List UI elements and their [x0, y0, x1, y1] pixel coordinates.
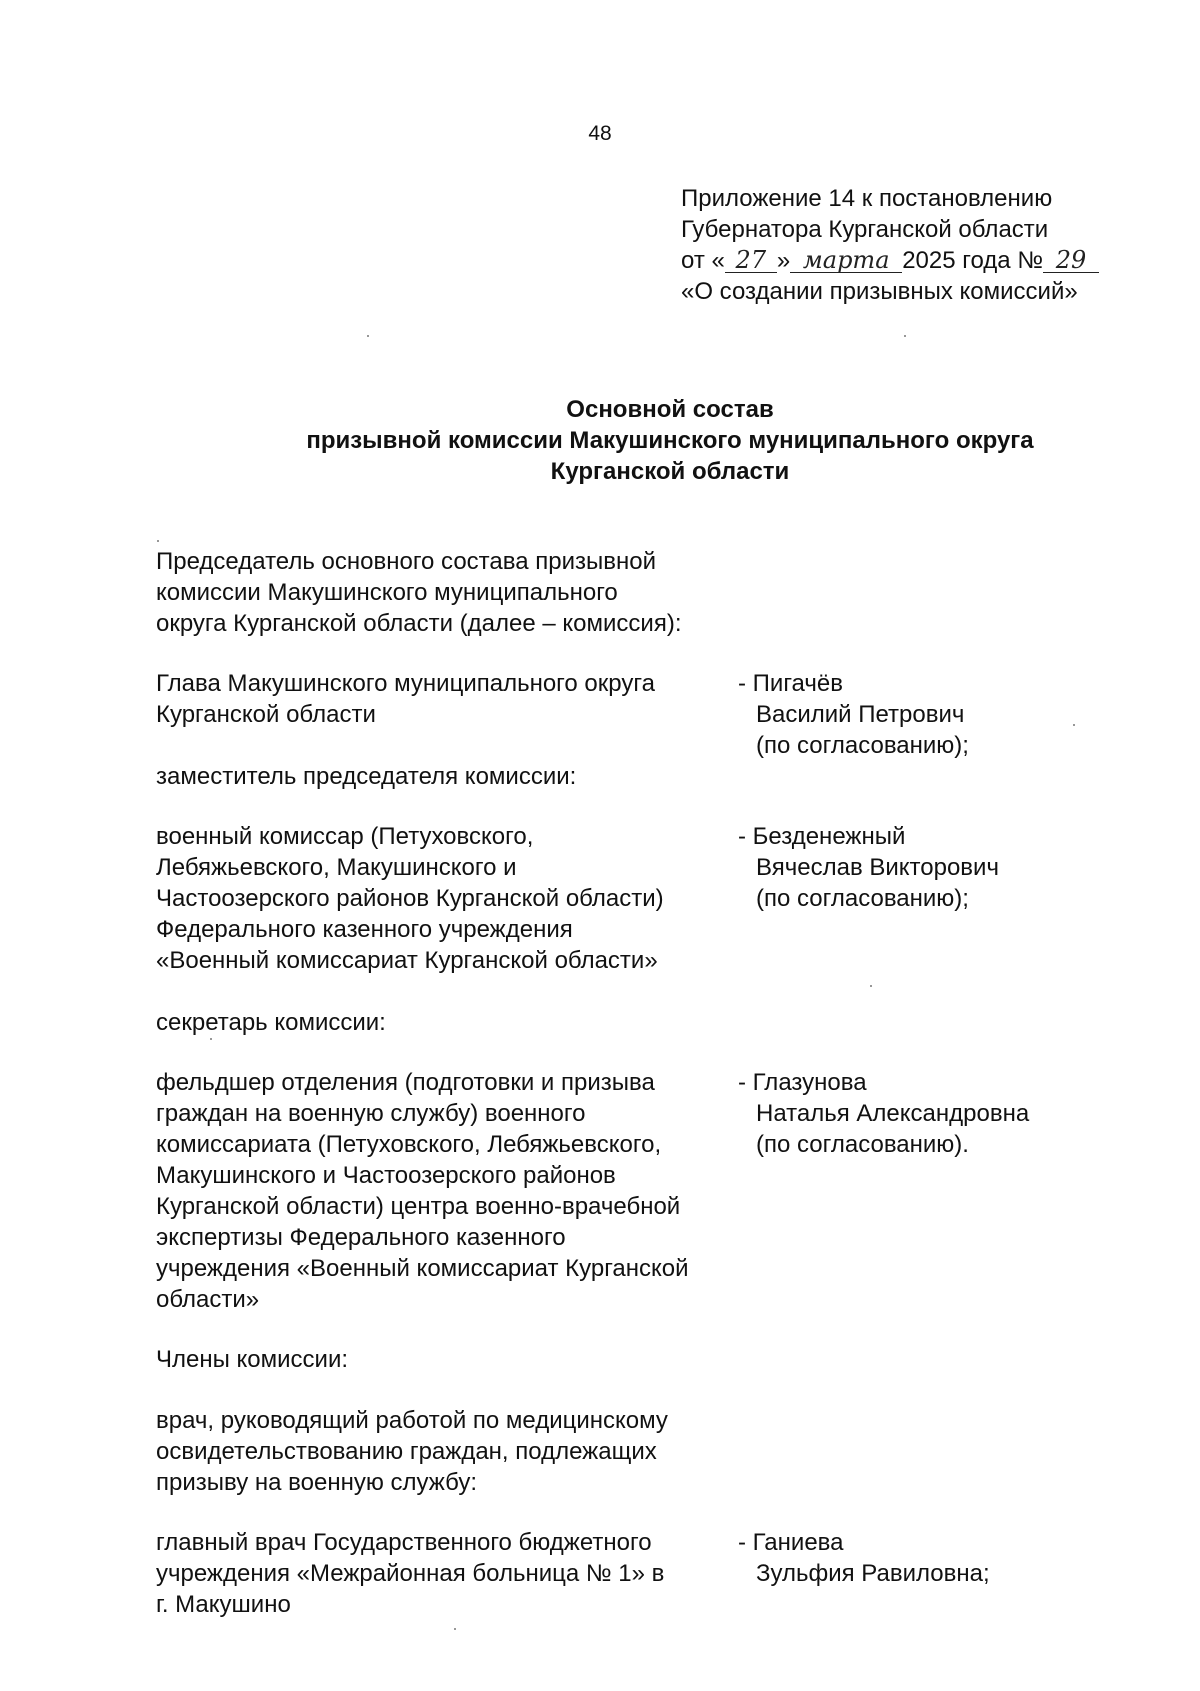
- scan-speck: [1073, 724, 1075, 726]
- doctor-heading: [156, 1405, 736, 1498]
- members-heading-text: Члены комиссии:: [156, 1346, 349, 1373]
- person-name: - Глазунова: [738, 1069, 867, 1096]
- scan-speck: [210, 1038, 212, 1040]
- position-line: «Военный комиссариат Курганской области»: [156, 947, 658, 974]
- title-line-1: Основной состав: [566, 396, 774, 423]
- scan-speck: [157, 540, 159, 542]
- person-name: - Пигачёв: [738, 670, 843, 697]
- doctor-heading-line: призыву на военную службу:: [156, 1469, 477, 1496]
- person-note: (по согласованию).: [756, 1131, 969, 1158]
- handwritten-number: 29: [1043, 248, 1099, 273]
- deputy-heading-text: заместитель председателя комиссии:: [156, 763, 577, 790]
- secretary-person: [738, 1067, 1029, 1160]
- chair-person: [738, 668, 969, 761]
- chair-heading-line: округа Курганской области (далее – комиссия):: [156, 610, 682, 637]
- appendix-year: 2025 года №: [902, 247, 1044, 274]
- position-line: Макушинского и Частоозерского районов: [156, 1162, 616, 1189]
- position-line: граждан на военную службу) военного: [156, 1100, 586, 1127]
- appendix-line-1: Приложение 14 к постановлению: [681, 185, 1053, 212]
- position-line: г. Макушино: [156, 1591, 291, 1618]
- title-line-3: Курганской области: [550, 458, 790, 485]
- person-note: (по согласованию);: [756, 885, 969, 912]
- chair-heading-line: Председатель основного состава призывной: [156, 548, 657, 575]
- chair-heading-line: комиссии Макушинского муниципального: [156, 579, 618, 606]
- person-name: - Безденежный: [738, 823, 906, 850]
- doctor-heading-line: освидетельствованию граждан, подлежащих: [156, 1438, 657, 1465]
- appendix-header: [681, 183, 1181, 307]
- person-note: (по согласованию);: [756, 732, 969, 759]
- position-line: Глава Макушинского муниципального округа: [156, 670, 655, 697]
- handwritten-day: 27: [725, 248, 777, 273]
- appendix-line-3: [681, 245, 1181, 276]
- person-name: Зульфия Равиловна;: [756, 1560, 990, 1587]
- appendix-date-mid: »: [776, 247, 791, 274]
- position-line: главный врач Государственного бюджетного: [156, 1529, 652, 1556]
- deputy-person: [738, 821, 999, 914]
- doctor-position: [156, 1527, 736, 1620]
- deputy-position: [156, 821, 736, 976]
- appendix-line-4: «О создании призывных комиссий»: [681, 278, 1078, 305]
- page-number: 48: [588, 122, 612, 145]
- appendix-date-prefix: от «: [681, 247, 725, 274]
- position-line: учреждения «Межрайонная больница № 1» в: [156, 1560, 665, 1587]
- position-line: Частоозерского районов Курганской области): [156, 885, 664, 912]
- person-name: Наталья Александровна: [756, 1100, 1030, 1127]
- person-name: Вячеслав Викторович: [756, 854, 999, 881]
- position-line: области»: [156, 1286, 260, 1313]
- position-line: учреждения «Военный комиссариат Курганской: [156, 1255, 689, 1282]
- scan-speck: [870, 985, 872, 987]
- position-line: Курганской области) центра военно-врачебной: [156, 1193, 681, 1220]
- scan-speck: [367, 335, 369, 337]
- chair-heading: [156, 546, 736, 639]
- position-line: комиссариата (Петуховского, Лебяжьевского,: [156, 1131, 662, 1158]
- document-title: [140, 394, 1200, 487]
- position-line: Федерального казенного учреждения: [156, 916, 573, 943]
- doctor-person: [738, 1527, 990, 1589]
- deputy-heading: [156, 761, 736, 792]
- position-line: Лебяжьевского, Макушинского и: [156, 854, 517, 881]
- scan-speck: [454, 1628, 456, 1630]
- appendix-line-2: Губернатора Курганской области: [681, 216, 1049, 243]
- position-line: фельдшер отделения (подготовки и призыва: [156, 1069, 655, 1096]
- handwritten-month: марта: [790, 248, 902, 273]
- doctor-heading-line: врач, руководящий работой по медицинскому: [156, 1407, 668, 1434]
- members-heading: [156, 1344, 736, 1375]
- secretary-heading-text: секретарь комиссии:: [156, 1009, 386, 1036]
- position-line: Курганской области: [156, 701, 376, 728]
- position-line: военный комиссар (Петуховского,: [156, 823, 534, 850]
- secretary-heading: [156, 1007, 736, 1038]
- secretary-position: [156, 1067, 736, 1315]
- scan-speck: [904, 335, 906, 337]
- title-line-2: призывной комиссии Макушинского муниципального округа: [306, 427, 1034, 454]
- chair-position: [156, 668, 736, 730]
- position-line: экспертизы Федерального казенного: [156, 1224, 566, 1251]
- person-name: - Ганиева: [738, 1529, 844, 1556]
- person-name: Василий Петрович: [756, 701, 965, 728]
